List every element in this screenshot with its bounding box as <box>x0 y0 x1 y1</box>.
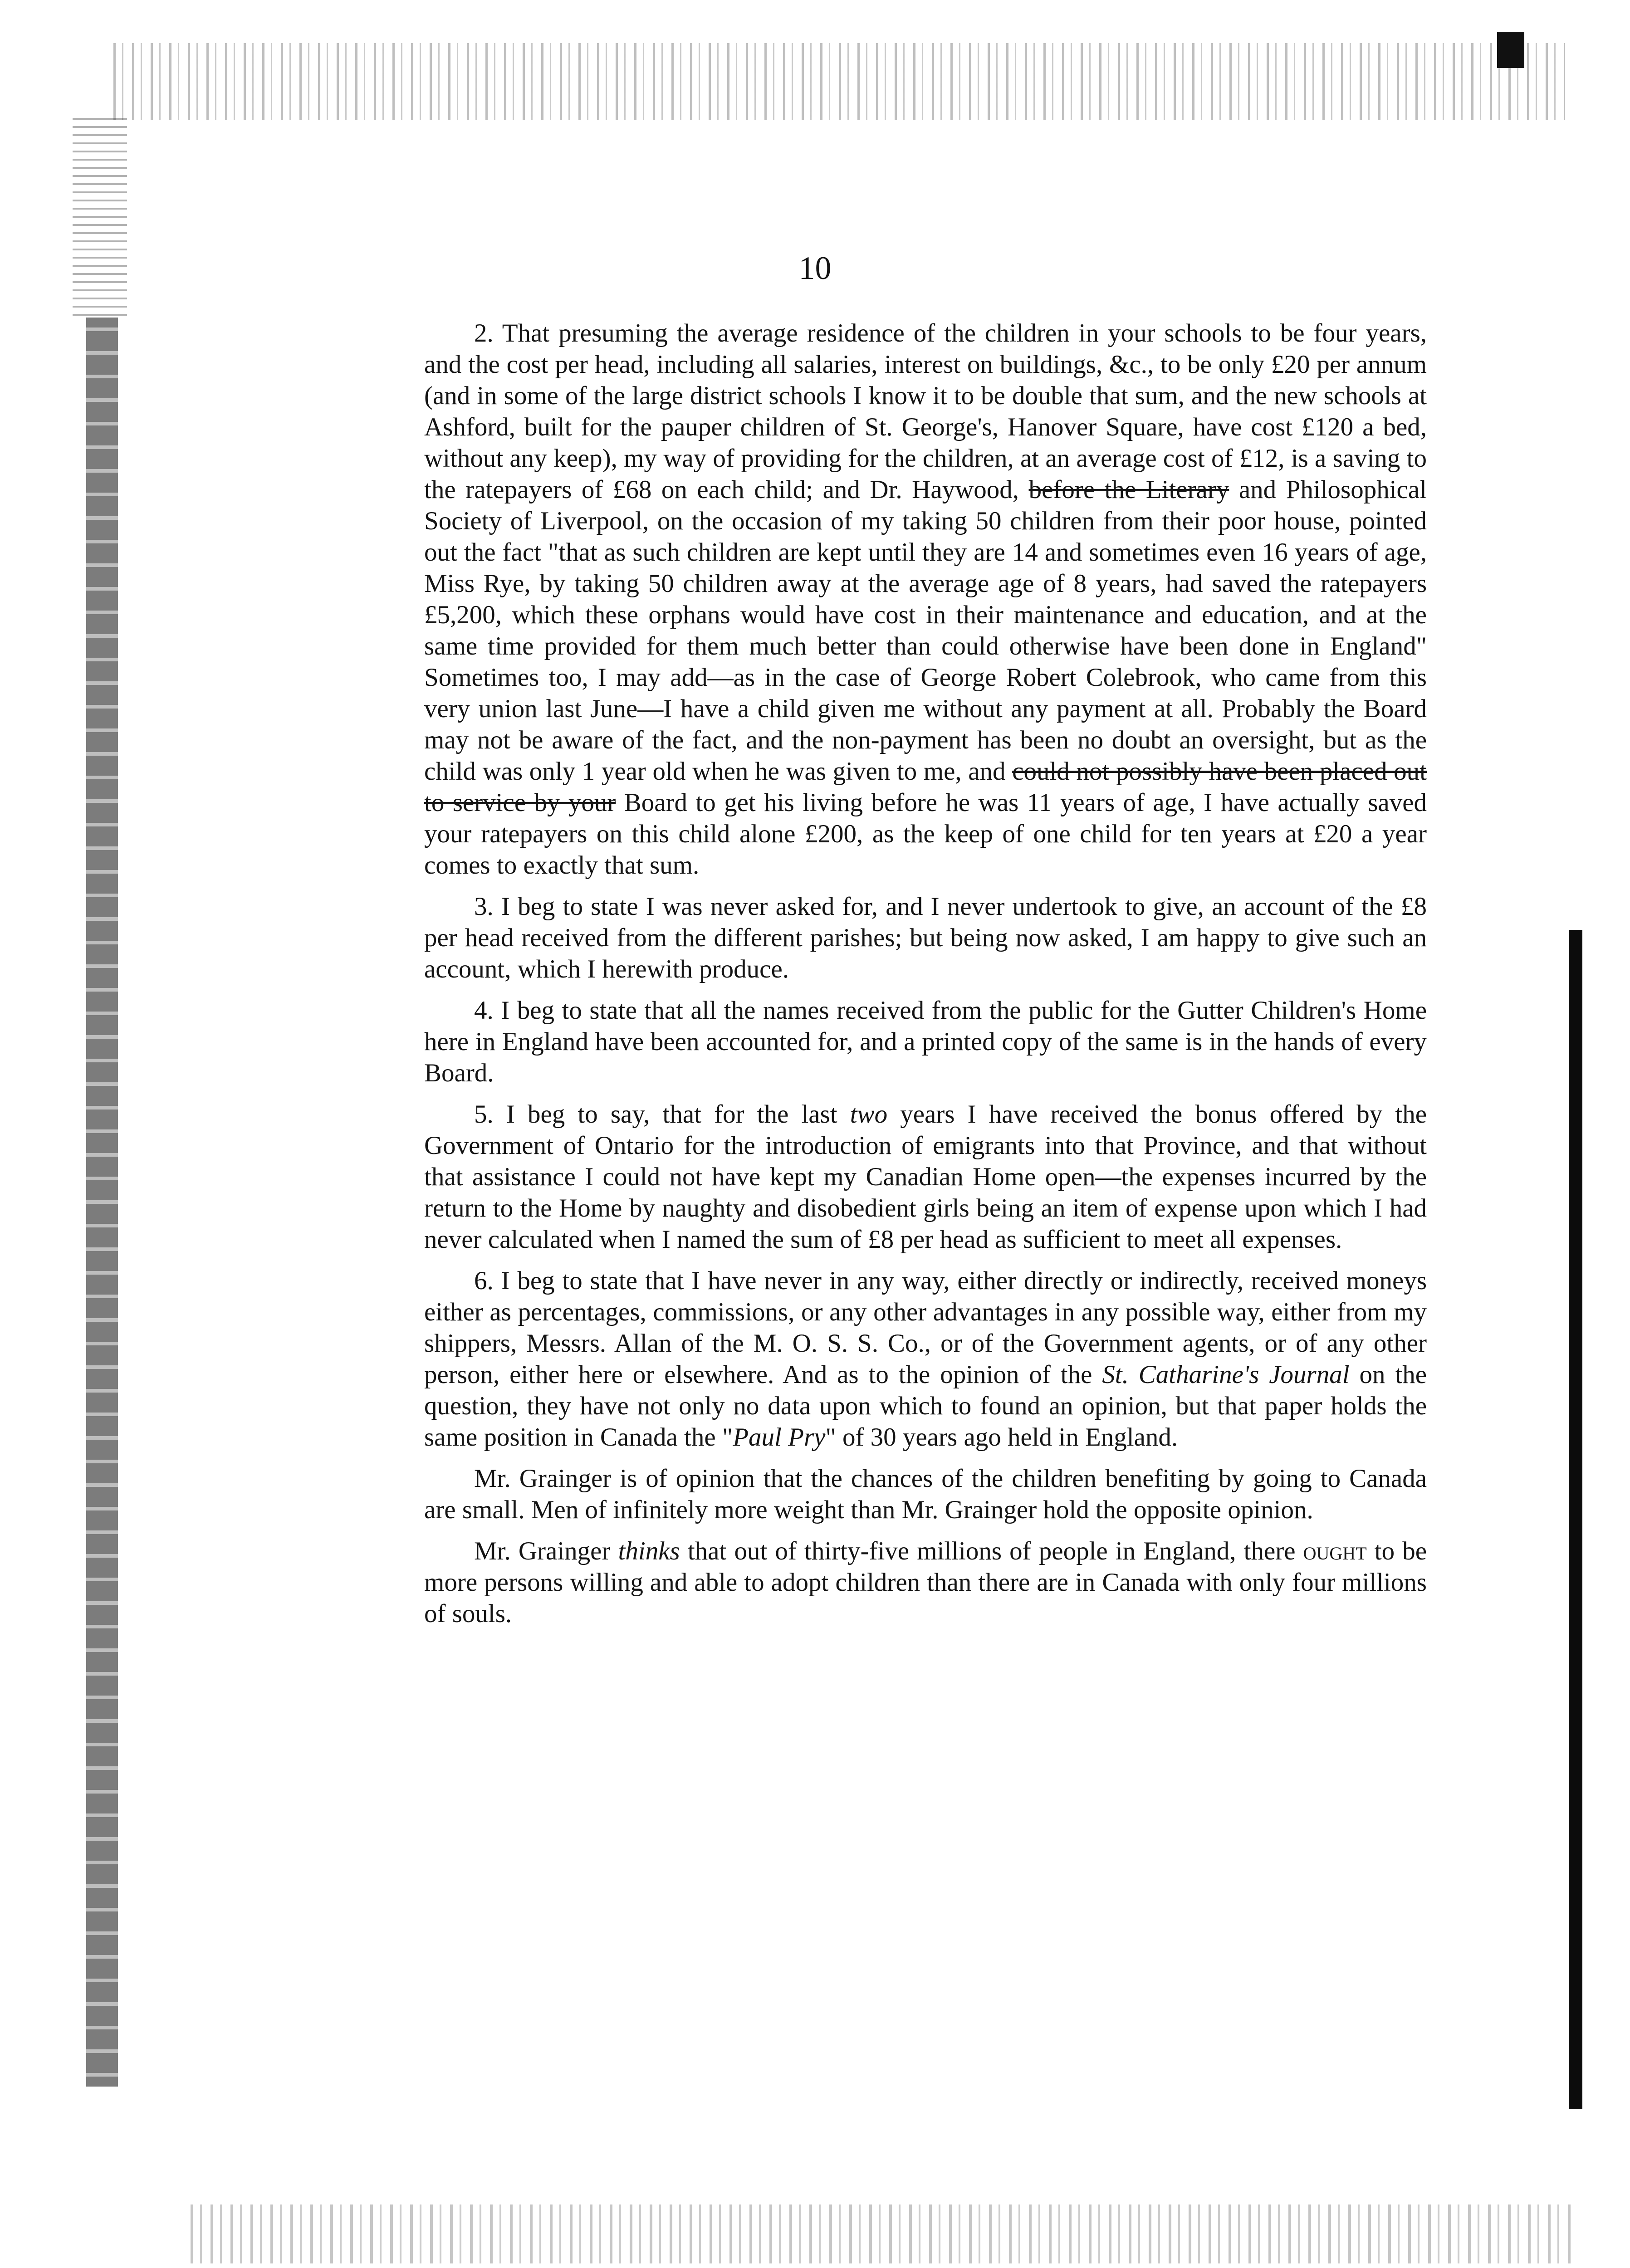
paragraph-6-journal-title: St. Catharine's Journal <box>1102 1360 1350 1389</box>
paragraph-grainger-thinks <box>424 1535 1427 1629</box>
paragraph-2-tail-2: Board to get his living before he was 11 years of age, I have actually saved your ratepayers on this child alone £200, as the keep of one child for ten years at £20 a year comes to exactly that sum. <box>424 788 1427 880</box>
paragraph-6-tail: " of 30 years ago held in England. <box>825 1423 1178 1452</box>
paragraph-3: 3. I beg to state I was never asked for, and I never undertook to give, an account of the £8 per head received from the different parishes; but being now asked, I am happy to give such an account, which I herewith produce. <box>424 892 1427 983</box>
scan-bar-right <box>1569 930 1582 2109</box>
page-number: 10 <box>798 250 832 286</box>
page-body <box>424 318 1427 1639</box>
paragraph-2-struck-text: before the Literary <box>1028 475 1229 504</box>
paragraph-grainger-thinks-tail: to be more persons willing and able to adopt children than there are in Canada with only four millions of souls. <box>424 1537 1427 1628</box>
paragraph-6-paul-pry: Paul Pry <box>733 1423 826 1452</box>
paragraph-4: 4. I beg to state that all the names received from the public for the Gutter Children's Home here in England have been accounted for, and a printed copy of the same is in the hands of every Board. <box>424 996 1427 1087</box>
paragraph-5-emphasis: two <box>850 1100 888 1129</box>
paragraph-2-struck-text-2: could not possibly have been placed out to service by your <box>424 757 1427 817</box>
scan-edge-bottom <box>191 2204 1574 2263</box>
scan-edge-top <box>113 43 1565 120</box>
paragraph-grainger-thinks-lead: Mr. Grainger <box>474 1537 618 1565</box>
paragraph-5 <box>424 1099 1427 1255</box>
scan-corner-mark <box>1497 32 1524 68</box>
paragraph-6-mid: on the question, they have not only no data upon which to found an opinion, but that paper holds the same position in Canada the " <box>424 1360 1427 1452</box>
paragraph-6-lead: 6. I beg to state that I have never in any way, either directly or indirectly, received moneys either as percentages, commissions, or any other advantages in any possible way, either from my shippers, Messrs. Allan of the M. O. S. S. Co., or of the Government agents, or of any other person, either here or elsewhere. And as to the opinion of the <box>424 1266 1427 1389</box>
scan-edge-left-top <box>73 118 127 318</box>
paragraph-grainger-thinks-emphasis: thinks <box>618 1537 680 1565</box>
paragraph-5-lead: 5. I beg to say, that for the last <box>474 1100 850 1129</box>
paragraph-6 <box>424 1265 1427 1453</box>
paragraph-2-tail: and Philosophical Society of Liverpool, on the occasion of my taking 50 children from their poor house, pointed out the fact "that as such children are kept until they are 14 and sometimes even 16 years of age, Miss Rye, by taking 50 children away at the average age of 8 years, had saved the ratepayers £5,200, which these orphans would have cost in their maintenance and education, and at the same time provided for them much better than could otherwise have been done in England" Sometimes too, I may add—as in the case of George Robert Colebrook, who came from this very union last June—I have a child given me without any payment at all. Probably the Board may not be aware of the fact, and the non-payment has been no doubt an oversight, but as the child was only 1 year old when he was given to me, and <box>424 475 1427 786</box>
scan-edge-left <box>86 318 118 2087</box>
paragraph-2 <box>424 318 1427 881</box>
paragraph-grainger-thinks-caps: ought <box>1303 1537 1367 1565</box>
paragraph-grainger-thinks-mid: that out of thirty-five millions of people in England, there <box>680 1537 1303 1565</box>
paragraph-grainger-opinion: Mr. Grainger is of opinion that the chances of the children benefiting by going to Canada are small. Men of infinitely more weight than Mr. Grainger hold the opposite opinion. <box>424 1464 1427 1524</box>
paragraph-5-tail: years I have received the bonus offered by the Government of Ontario for the introduction of emigrants into that Province, and that without that assistance I could not have kept my Canadian Home open—the expenses incurred by the return to the Home by naughty and disobedient girls being an item of expense upon which I had never calculated when I named the sum of £8 per head as sufficient to meet all expenses. <box>424 1100 1427 1254</box>
paragraph-2-lead: 2. That presuming the average residence of the children in your schools to be four years, and the cost per head, including all salaries, interest on buildings, &c., to be only £20 per annum (and in some of the large district schools I know it to be double that sum, and the new schools at Ashford, built for the pauper children of St. George's, Hanover Square, have cost £120 a bed, without any keep), my way of providing for the children, at an average cost of £12, is a saving to the ratepayers of £68 on each child; and Dr. Haywood, <box>424 319 1427 504</box>
